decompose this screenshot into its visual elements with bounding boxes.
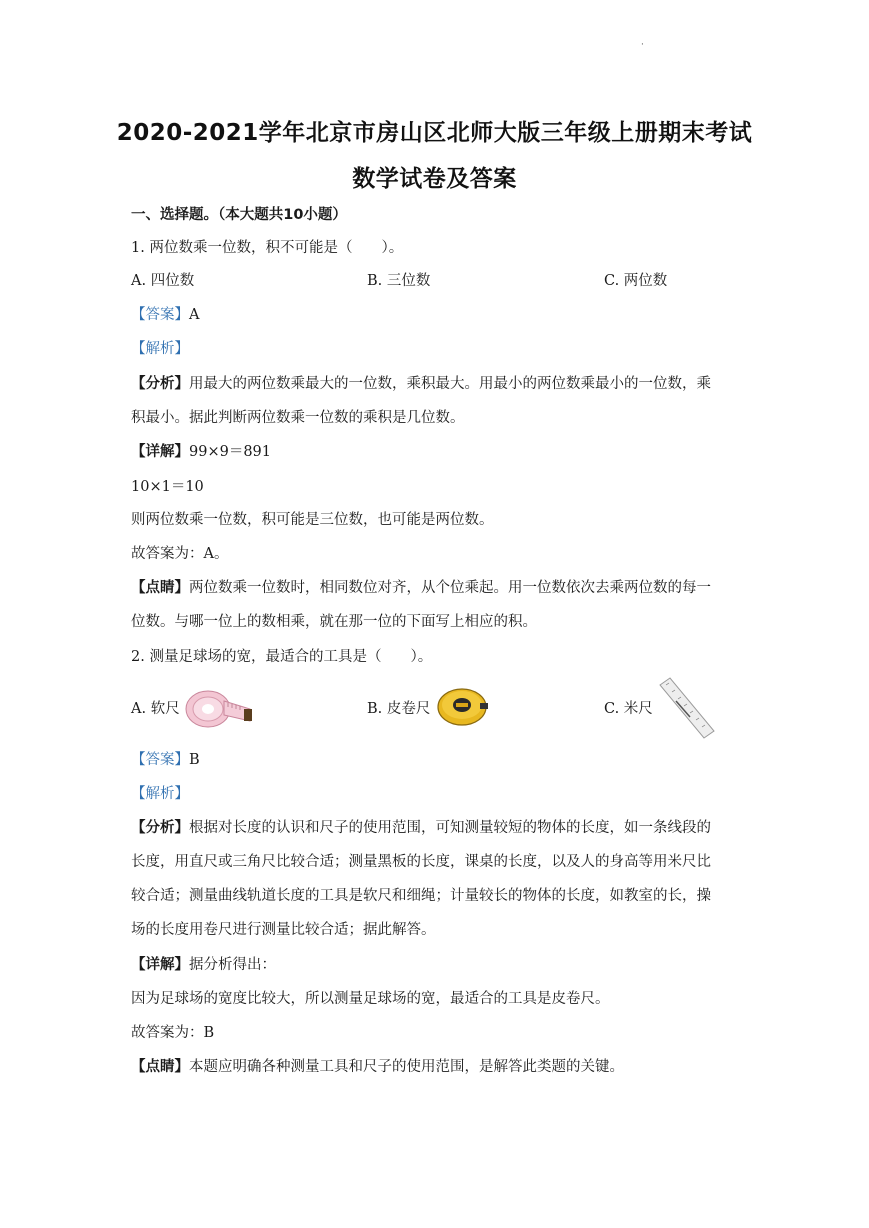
- answer-value: A: [189, 307, 200, 323]
- dianjing-text: 两位数乘一位数时，相同数位对齐，从个位乘起。用一位数依次去乘两位数的每一: [189, 580, 711, 596]
- q2-dianjing-1: [131, 1057, 624, 1077]
- q2-option-c: C. 米尺: [604, 701, 653, 717]
- q1-option-b: B. 三位数: [367, 273, 431, 289]
- answer-value: B: [189, 752, 200, 768]
- q2-xiangjie-2: 因为足球场的宽度比较大，所以测量足球场的宽，最适合的工具是皮卷尺。: [131, 991, 610, 1007]
- reel-tape-measure-icon: [436, 685, 490, 727]
- dianjing-tag: 【点睛】: [131, 580, 189, 596]
- q1-xiangjie-4: 故答案为：A。: [131, 546, 229, 562]
- soft-tape-measure-icon: [184, 687, 256, 731]
- q1-dianjing-1: [131, 578, 711, 598]
- fenxi-tag: 【分析】: [131, 820, 189, 836]
- q2-fenxi-3: 较合适；测量曲线轨道长度的工具是软尺和细绳；计量较长的物体的长度，如教室的长，操: [131, 888, 711, 904]
- xiangjie-text: 99×9＝891: [189, 444, 272, 460]
- q1-option-c: C. 两位数: [604, 273, 668, 289]
- page-title-line2: 数学试卷及答案: [352, 166, 517, 192]
- q2-xiangjie-1: [131, 955, 276, 975]
- xiangjie-tag: 【详解】: [131, 957, 189, 973]
- q1-dianjing-2: 位数。与哪一位上的数相乘，就在那一位的下面写上相应的积。: [131, 614, 537, 630]
- q1-fenxi-1: [131, 374, 711, 394]
- q1-option-a: A. 四位数: [131, 273, 195, 289]
- q1-answer: [131, 305, 199, 325]
- q1-xiangjie-1: [131, 442, 271, 462]
- dianjing-tag: 【点睛】: [131, 1059, 189, 1075]
- xiangjie-text: 据分析得出：: [189, 957, 276, 973]
- meter-ruler-icon: [656, 675, 718, 741]
- fenxi-tag: 【分析】: [131, 376, 189, 392]
- xiangjie-tag: 【详解】: [131, 444, 189, 460]
- q2-fenxi-4: 场的长度用卷尺进行测量比较合适；据此解答。: [131, 922, 436, 938]
- q1-analysis-tag: 【解析】: [131, 341, 189, 357]
- q2-fenxi-2: 长度，用直尺或三角尺比较合适；测量黑板的长度，课桌的长度，以及人的身高等用米尺比: [131, 854, 711, 870]
- q2-option-a: A. 软尺: [131, 701, 180, 717]
- q1-xiangjie-2: 10×1＝10: [131, 479, 204, 495]
- dianjing-text: 本题应明确各种测量工具和尺子的使用范围，是解答此类题的关键。: [189, 1059, 624, 1075]
- q2-answer: [131, 750, 200, 770]
- q2-option-b: B. 皮卷尺: [367, 701, 431, 717]
- q2-analysis-tag: 【解析】: [131, 786, 189, 802]
- section-heading: 一、选择题。（本大题共10小题）: [131, 207, 347, 223]
- fenxi-text: 根据对长度的认识和尺子的使用范围，可知测量较短的物体的长度，如一条线段的: [189, 820, 711, 836]
- answer-tag: 【答案】: [131, 752, 189, 768]
- page-title-line1: 2020-2021学年北京市房山区北师大版三年级上册期末考试: [116, 120, 753, 146]
- answer-tag: 【答案】: [131, 307, 189, 323]
- q1-stem: 1. 两位数乘一位数，积不可能是（ ）。: [131, 240, 404, 256]
- q2-stem: 2. 测量足球场的宽，最适合的工具是（ ）。: [131, 649, 433, 665]
- q1-fenxi-2: 积最小。据此判断两位数乘一位数的乘积是几位数。: [131, 410, 465, 426]
- q1-xiangjie-3: 则两位数乘一位数，积可能是三位数，也可能是两位数。: [131, 512, 494, 528]
- fenxi-text: 用最大的两位数乘最大的一位数，乘积最大。用最小的两位数乘最小的一位数，乘: [189, 376, 711, 392]
- q2-fenxi-1: [131, 818, 711, 838]
- header-mark: ·: [641, 40, 644, 50]
- q2-xiangjie-3: 故答案为：B: [131, 1025, 215, 1041]
